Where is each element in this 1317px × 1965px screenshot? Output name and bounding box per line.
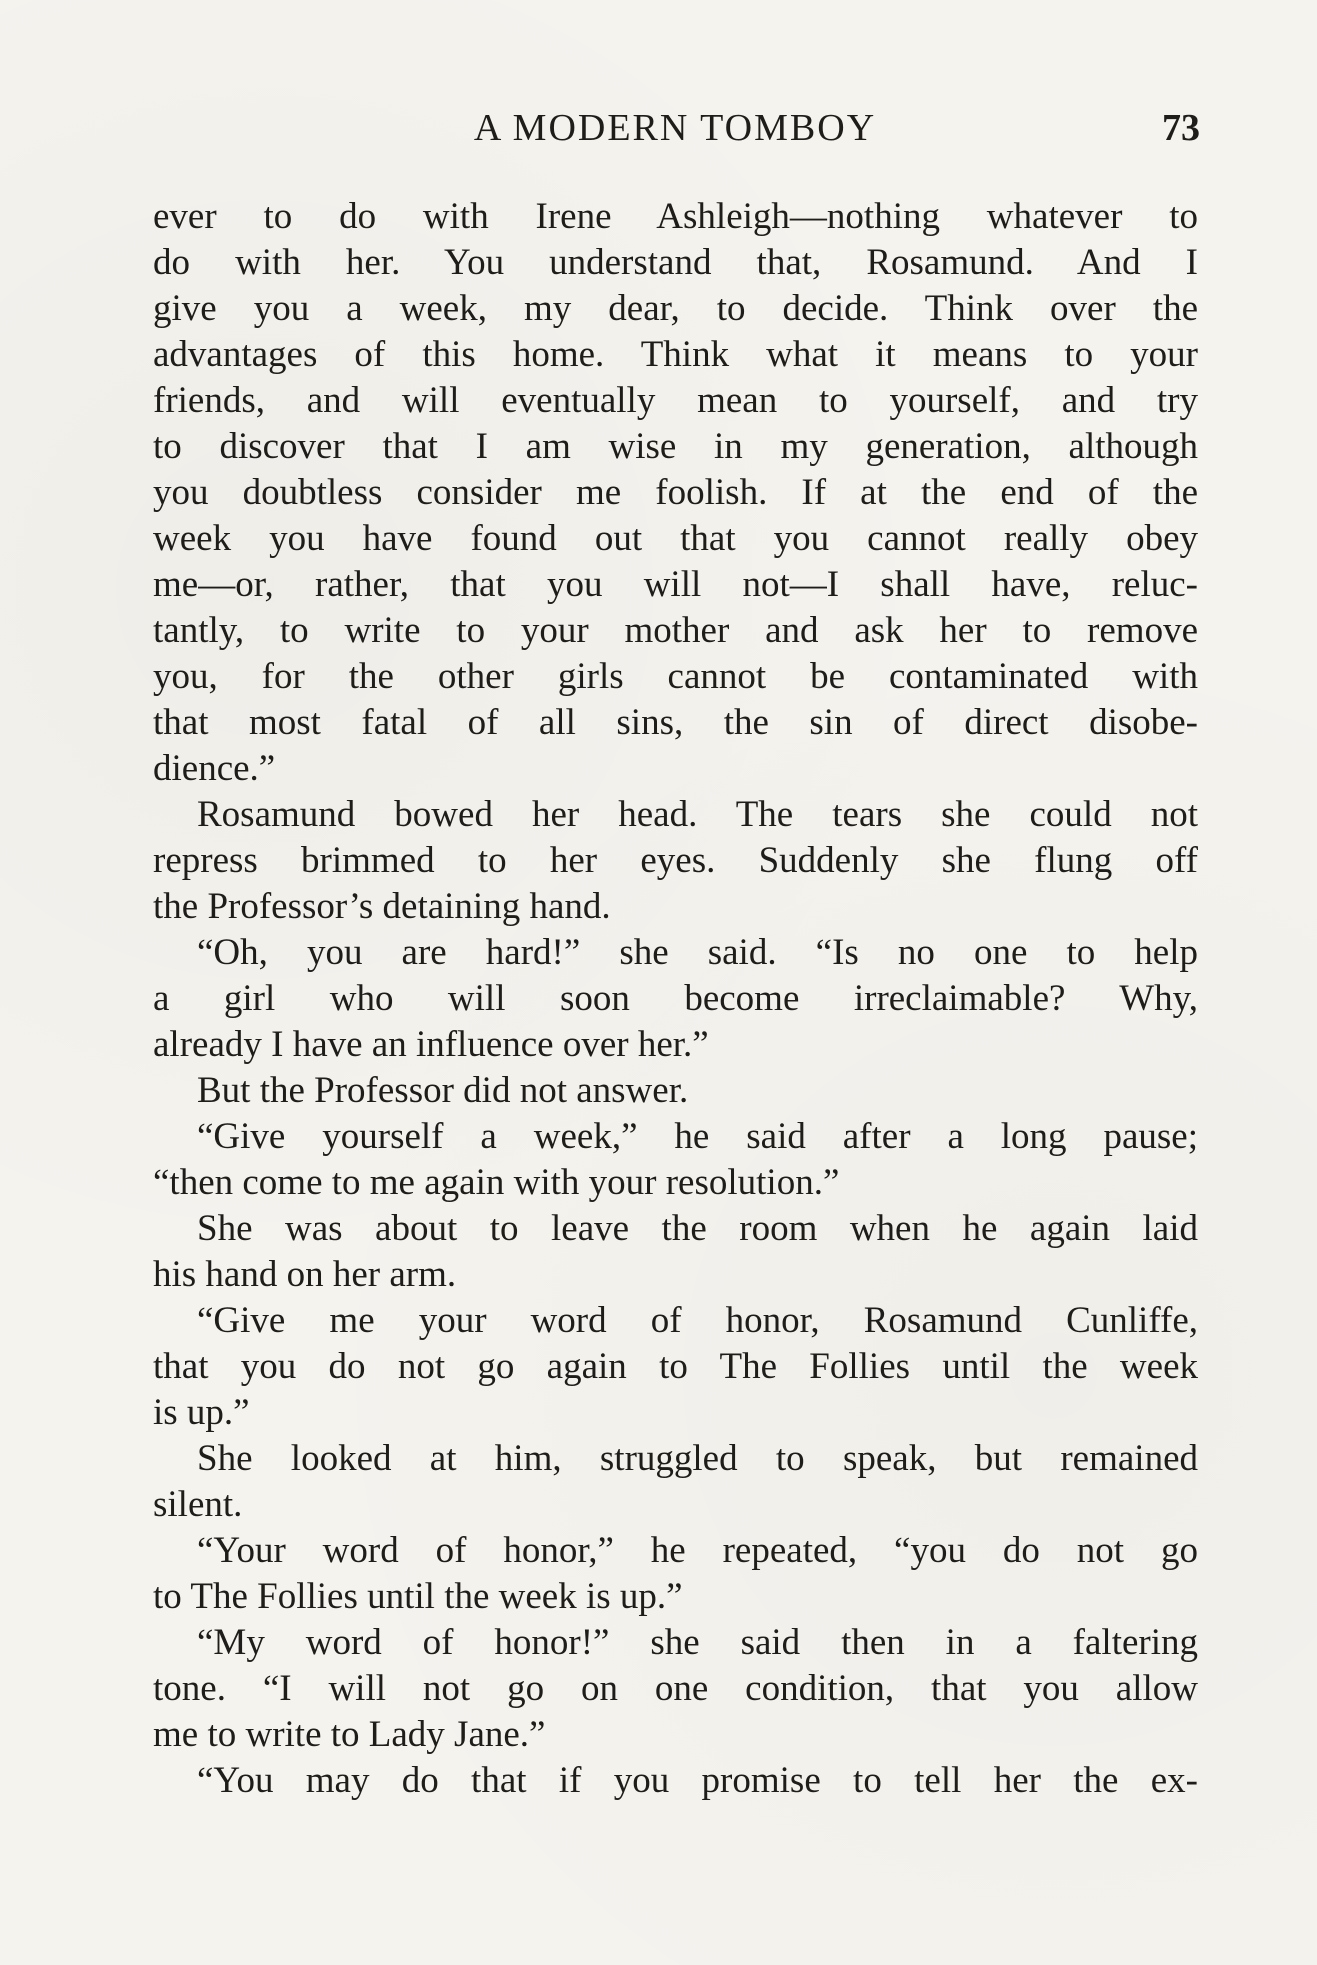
text-line: tantly, to write to your mother and ask her to remove — [153, 610, 1198, 651]
text-line: silent. — [153, 1484, 243, 1525]
text-line: me—or, rather, that you will not—I shall have, reluc- — [153, 564, 1198, 605]
text-line: a girl who will soon become irreclaimable? Why, — [153, 978, 1198, 1019]
text-line: She looked at him, struggled to speak, but remained — [197, 1438, 1198, 1479]
text-line: that you do not go again to The Follies until the week — [153, 1346, 1198, 1387]
text-line: “My word of honor!” she said then in a faltering — [197, 1622, 1198, 1663]
text-line: me to write to Lady Jane.” — [153, 1714, 546, 1755]
text-line: But the Professor did not answer. — [197, 1070, 689, 1111]
text-line: to discover that I am wise in my generation, although — [153, 426, 1198, 467]
page-header — [150, 100, 1200, 156]
text-line: do with her. You understand that, Rosamund. And I — [153, 242, 1198, 283]
text-line: ever to do with Irene Ashleigh—nothing whatever to — [153, 196, 1198, 237]
text-line: his hand on her arm. — [153, 1254, 457, 1295]
body-text — [153, 194, 1198, 1804]
text-line: to The Follies until the week is up.” — [153, 1576, 683, 1617]
text-line: repress brimmed to her eyes. Suddenly she flung off — [153, 840, 1198, 881]
text-line: “Oh, you are hard!” she said. “Is no one to help — [197, 932, 1198, 973]
text-line: “You may do that if you promise to tell her the ex- — [197, 1760, 1198, 1801]
text-line: “then come to me again with your resolution.” — [153, 1162, 840, 1203]
text-line: Rosamund bowed her head. The tears she could not — [197, 794, 1198, 835]
text-line: friends, and will eventually mean to yourself, and try — [153, 380, 1198, 421]
text-line: is up.” — [153, 1392, 250, 1433]
text-line: “Give me your word of honor, Rosamund Cunliffe, — [197, 1300, 1198, 1341]
text-line: the Professor’s detaining hand. — [153, 886, 611, 927]
text-line: “Give yourself a week,” he said after a long pause; — [197, 1116, 1198, 1157]
text-line: advantages of this home. Think what it means to your — [153, 334, 1198, 375]
text-line: you, for the other girls cannot be contaminated with — [153, 656, 1198, 697]
running-title: A MODERN TOMBOY — [473, 107, 877, 149]
text-line: that most fatal of all sins, the sin of direct disobe- — [153, 702, 1198, 743]
text-line: dience.” — [153, 748, 276, 789]
text-line: week you have found out that you cannot really obey — [153, 518, 1198, 559]
page-number: 73 — [1162, 107, 1200, 149]
text-line: tone. “I will not go on one condition, that you allow — [153, 1668, 1198, 1709]
text-line: already I have an influence over her.” — [153, 1024, 709, 1065]
text-line: give you a week, my dear, to decide. Think over the — [153, 288, 1198, 329]
text-line: “Your word of honor,” he repeated, “you do not go — [197, 1530, 1198, 1571]
text-line: you doubtless consider me foolish. If at the end of the — [153, 472, 1198, 513]
text-line: She was about to leave the room when he again laid — [197, 1208, 1198, 1249]
